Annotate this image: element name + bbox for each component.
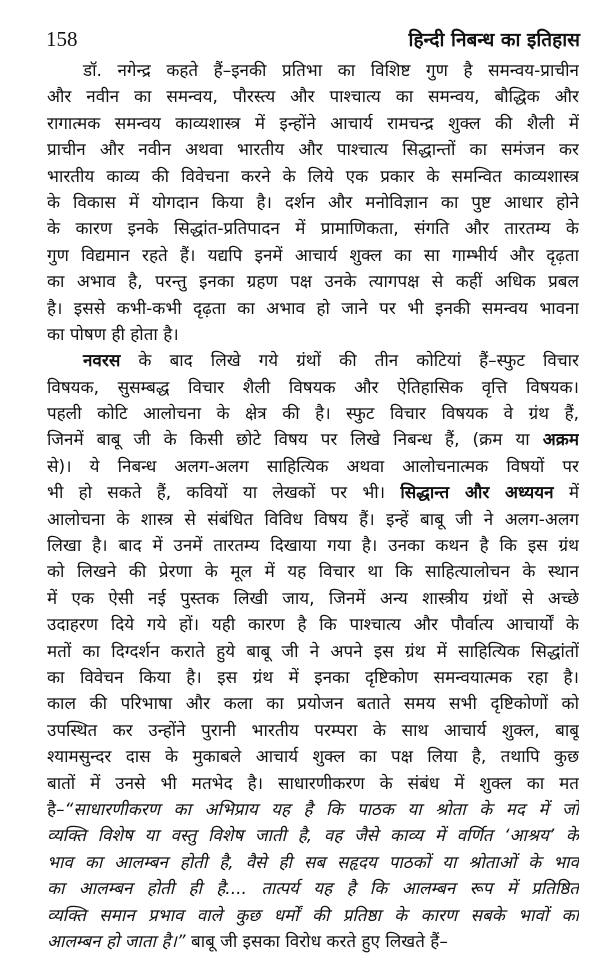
bold-title-text: नवरस — [83, 351, 121, 372]
text-line — [47, 665, 579, 691]
text-span: भी हो सकते हैं, कवियों या लेखकों पर भी। — [47, 483, 401, 504]
italic-quote-text: व्यक्ति विशेष या वस्तु विशेष जाती है, वह जैसे काव्य में वर्णित ‘आश्रय’ के — [47, 826, 579, 847]
text-span: भारतीय काव्य की विवेचना करने के लिये एक प्रकार के समन्वित काव्यशास्त्र — [47, 166, 579, 187]
text-line — [47, 427, 579, 453]
text-span: में एक ऐसी नई पुस्तक लिखी जाय, जिनमें अन्य शास्त्रीय ग्रंथों से अच्छे — [47, 588, 579, 609]
text-line — [47, 823, 579, 849]
text-span: में — [553, 483, 579, 504]
text-span: लिखा है। बाद में उनमें तारतम्य दिखाया गया है। उनका कथन है कि इस ग्रंथ — [47, 536, 579, 557]
text-span: बातों में उनसे भी मतभेद है। साधारणीकरण के संबंध में शुक्ल का मत — [47, 773, 579, 794]
text-span: का अभाव है, परन्तु इनका ग्रहण पक्ष उनके त्यागपक्ष से कहीं अधिक प्रबल — [47, 272, 579, 293]
text-span: बाबू जी इसका विरोध करते हुए लिखते हैं– — [185, 931, 448, 952]
text-span: का पोषण ही होता है। — [47, 324, 179, 345]
text-line — [47, 639, 579, 665]
text-line — [47, 322, 579, 348]
text-span: के कारण इनके सिद्धांत-प्रतिपादन में प्रामाणिकता, संगति और तारतम्य के — [47, 219, 579, 240]
text-line — [47, 190, 579, 216]
text-line — [47, 401, 579, 427]
text-line — [47, 797, 579, 823]
text-span: है। इससे कभी-कभी दृढ़ता का अभाव हो जाने पर भी इनकी समन्वय भावना — [47, 298, 579, 319]
italic-quote-text: का आलम्बन होती ही है.... तात्पर्य यह है कि आलम्बन रूप में प्रतिष्ठित — [47, 879, 579, 900]
text-span: के बाद लिखे गये ग्रंथों की तीन कोटियां हैं–स्फुट विचार — [120, 351, 579, 372]
text-span: के विकास में योगदान किया है। दर्शन और मनोविज्ञान का पुष्ट आधार होने — [47, 192, 579, 213]
text-line — [47, 454, 579, 480]
text-line — [47, 691, 579, 717]
text-line — [47, 348, 579, 374]
running-header: हिन्दी निबन्ध का इतिहास — [408, 29, 580, 51]
text-line — [47, 296, 579, 322]
italic-quote-text: आलम्बन हो जाता है।” — [47, 931, 186, 952]
text-line — [47, 507, 579, 533]
text-line — [47, 718, 579, 744]
italic-quote-text: भाव का आलम्बन होती है, वैसे ही सब सहृदय पाठकों या श्रोताओं के भाव — [47, 852, 579, 873]
text-line — [47, 243, 579, 269]
text-line — [47, 164, 579, 190]
text-line — [47, 612, 579, 638]
text-span: है– — [47, 799, 65, 820]
text-line — [47, 269, 579, 295]
text-span: प्राचीन और नवीन अथवा भारतीय और पाश्चात्य सिद्धान्तों का समंजन कर — [47, 140, 579, 161]
text-line — [47, 84, 579, 110]
text-span: विषयक, सुसम्बद्ध विचार शैली विषयक और ऐतिहासिक वृत्ति विषयक। — [47, 377, 579, 398]
text-span: काल की परिभाषा और कला का प्रयोजन बताते समय सभी दृष्टिकोणों को — [47, 694, 579, 715]
text-line — [47, 876, 579, 902]
text-span: गुण विद्यमान रहते हैं। यद्यपि इनमें आचार्य शुक्ल का सा गाम्भीर्य और दृढ़ता — [47, 245, 579, 266]
text-line — [47, 58, 579, 84]
text-line — [47, 533, 579, 559]
text-span: को लिखने की प्रेरणा के मूल में यह विचार था कि साहित्यालोचन के स्थान — [47, 562, 579, 583]
text-line — [47, 586, 579, 612]
text-line — [47, 216, 579, 242]
text-line — [47, 929, 579, 955]
text-span: का विवेचन किया है। इस ग्रंथ में इनका दृष्टिकोण समन्वयात्मक रहा है। — [47, 667, 579, 688]
text-span: रागात्मक समन्वय काव्यशास्त्र में इन्होंने आचार्य रामचन्द्र शुक्ल की शैली में — [47, 113, 579, 134]
text-line — [47, 771, 579, 797]
text-span: उपस्थित कर उन्होंने पुरानी भारतीय परम्परा के साथ आचार्य शुक्ल, बाबू — [47, 720, 579, 741]
text-line — [47, 744, 579, 770]
text-line — [47, 850, 579, 876]
page-header — [46, 26, 580, 54]
text-span: पहली कोटि आलोचना के क्षेत्र की है। स्फुट विचार विषयक वे ग्रंथ हैं, — [47, 404, 579, 425]
text-line — [47, 375, 579, 401]
text-span: उदाहरण दिये गये हों। यही कारण है कि पाश्चात्य और पौर्वात्य आचार्यों के — [47, 615, 579, 636]
text-span: आलोचना के शास्त्र से संबंधित विविध विषय हैं। इन्हें बाबू जी ने अलग-अलग — [47, 509, 579, 530]
text-span: और नवीन का समन्वय, पौरस्त्य और पाश्चात्य का समन्वय, बौद्धिक और — [47, 87, 579, 108]
text-span: से)। ये निबन्ध अलग-अलग साहित्यिक अथवा आलोचनात्मक विषयों पर — [47, 456, 579, 477]
text-line — [47, 480, 579, 506]
text-line — [47, 137, 579, 163]
bold-title-text: सिद्धान्त और अध्ययन — [400, 483, 554, 504]
text-span: श्यामसुन्दर दास के मुकाबले आचार्य शुक्ल का पक्ष लिया है, तथापि कुछ — [47, 747, 579, 768]
text-line — [47, 903, 579, 929]
page-body-text — [47, 58, 579, 955]
text-span: मतों का दिग्दर्शन कराते हुये बाबू जी ने अपने इस ग्रंथ में साहित्यिक सिद्धांतों — [47, 641, 579, 662]
text-line — [47, 111, 579, 137]
text-line — [47, 559, 579, 585]
text-span: डॉ. नगेन्द्र कहते हैं–इनकी प्रतिभा का विशिष्ट गुण है समन्वय-प्राचीन — [83, 61, 579, 81]
text-span: जिनमें बाबू जी के किसी छोटे विषय पर लिखे निबन्ध हैं, (क्रम या — [47, 430, 543, 451]
italic-quote-text: “साधारणीकरण का अभिप्राय यह है कि पाठक या श्रोता के मद में जो — [64, 799, 579, 820]
italic-quote-text: व्यक्ति समान प्रभाव वाले कुछ धर्मों की प्रतिष्ठा के कारण सबके भावों का — [47, 905, 579, 926]
bold-title-text: अक्रम — [542, 430, 579, 451]
page-number: 158 — [46, 27, 78, 51]
